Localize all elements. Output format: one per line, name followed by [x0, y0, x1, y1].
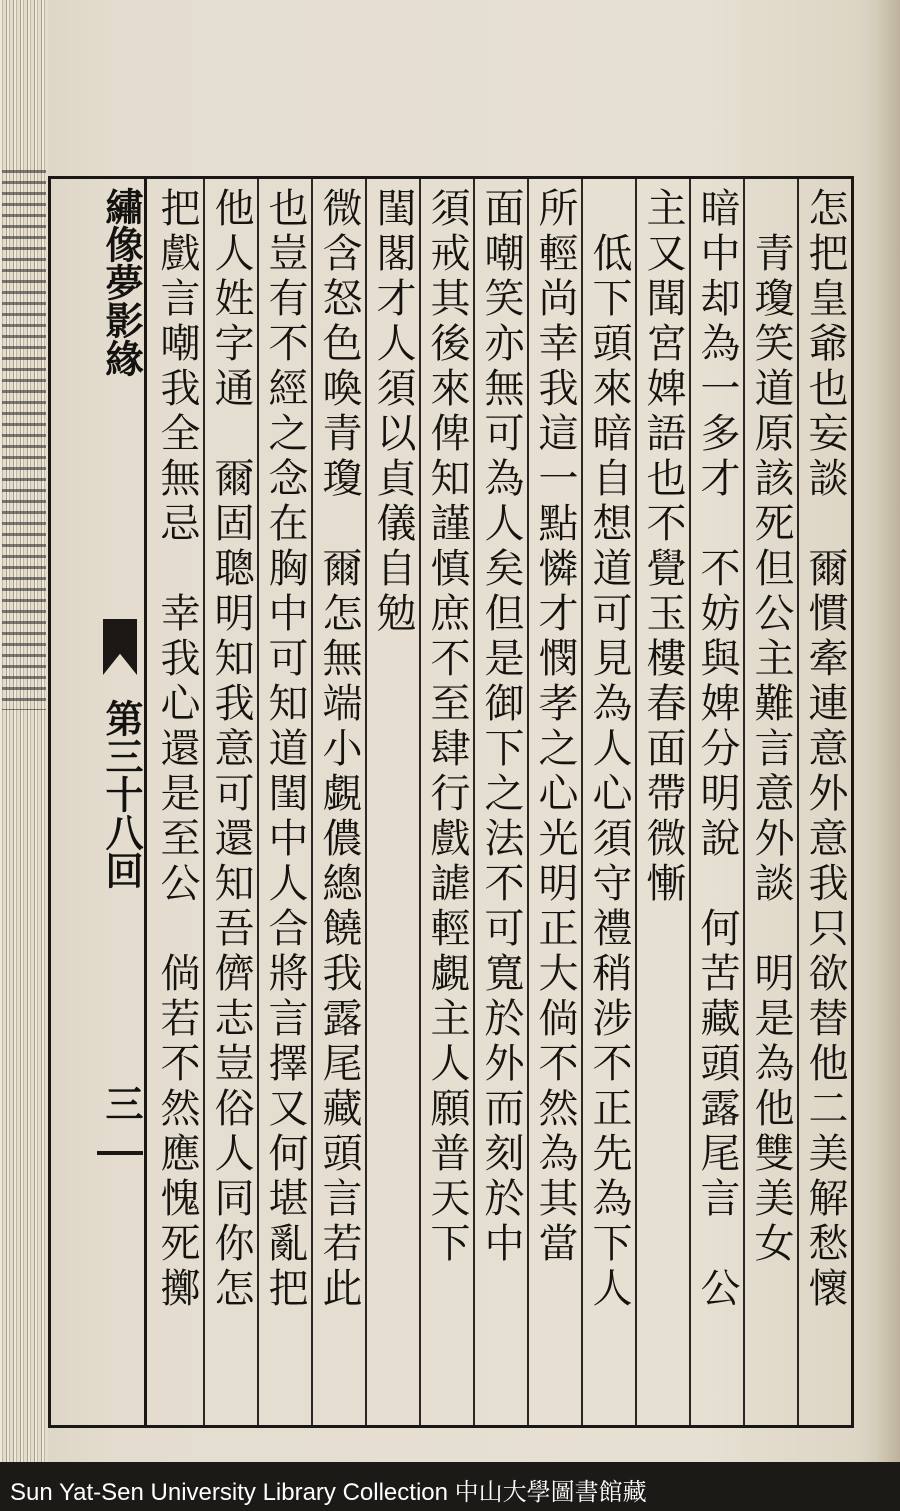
column-rule — [689, 179, 691, 1425]
bleed-through-marks — [2, 170, 46, 710]
collection-caption: Sun Yat-Sen University Library Collection 中山大學圖書館藏 — [10, 1479, 647, 1506]
fishtail-mark — [103, 619, 137, 675]
text-column-1: 怎把皇爺也妄談 爾慣牽連意外意我只欲替他二美解愁懷 — [802, 187, 848, 1312]
text-column-10: 微含怒色喚青瓊 爾怎無端小覷儂總饒我露尾藏頭言若此 — [316, 187, 362, 1312]
column-rule — [203, 179, 205, 1425]
gutter-rule — [97, 1151, 143, 1155]
column-rule — [797, 179, 799, 1425]
column-rule — [365, 179, 367, 1425]
text-column-13: 把戲言嘲我全無忌 幸我心還是至公 倘若不然應愧死擲 — [154, 187, 200, 1312]
text-column-6: 所輕尚幸我這一點憐才憫孝之心光明正大倘不然為其當 — [532, 187, 578, 1267]
text-column-11: 也豈有不經之念在胸中可知道閨中人合將言擇又何堪亂把 — [262, 187, 308, 1312]
column-rule — [311, 179, 313, 1425]
text-column-9: 閨閣才人須以貞儀自勉 — [370, 187, 416, 637]
text-column-12: 他人姓字通 爾固聰明知我意可還知吾儕志豈俗人同你怎 — [208, 187, 254, 1312]
column-rule — [635, 179, 637, 1425]
text-frame — [48, 176, 854, 1428]
book-title: 繡像夢影緣 — [99, 187, 144, 377]
folio-number: 三 — [99, 1084, 144, 1122]
column-rule — [743, 179, 745, 1425]
text-column-4: 主又聞宮婢語也不覺玉樓春面帶微慚 — [640, 187, 686, 907]
text-column-5: 低下頭來暗自想道可見為人心須守禮稍涉不正先為下人 — [586, 187, 632, 1312]
binding-edge — [876, 0, 900, 1462]
text-column-7: 面嘲笑亦無可為人矣但是御下之法不可寬於外而刻於中 — [478, 187, 524, 1267]
chapter-label: 第三十八回 — [99, 699, 144, 889]
text-column-8: 須戒其後來俾知謹慎庶不至肆行戲謔輕覷主人願普天下 — [424, 187, 470, 1267]
column-rule — [527, 179, 529, 1425]
text-column-3: 暗中却為一多才 不妨與婢分明說 何苦藏頭露尾言 公 — [694, 187, 740, 1312]
caption-bar — [0, 1462, 900, 1511]
column-rule — [581, 179, 583, 1425]
page-stack-edge — [0, 0, 48, 1462]
book-gutter — [97, 179, 147, 1425]
column-rule — [419, 179, 421, 1425]
text-column-2: 青瓊笑道原該死但公主難言意外談 明是為他雙美女 — [748, 187, 794, 1267]
column-rule — [257, 179, 259, 1425]
column-rule — [473, 179, 475, 1425]
